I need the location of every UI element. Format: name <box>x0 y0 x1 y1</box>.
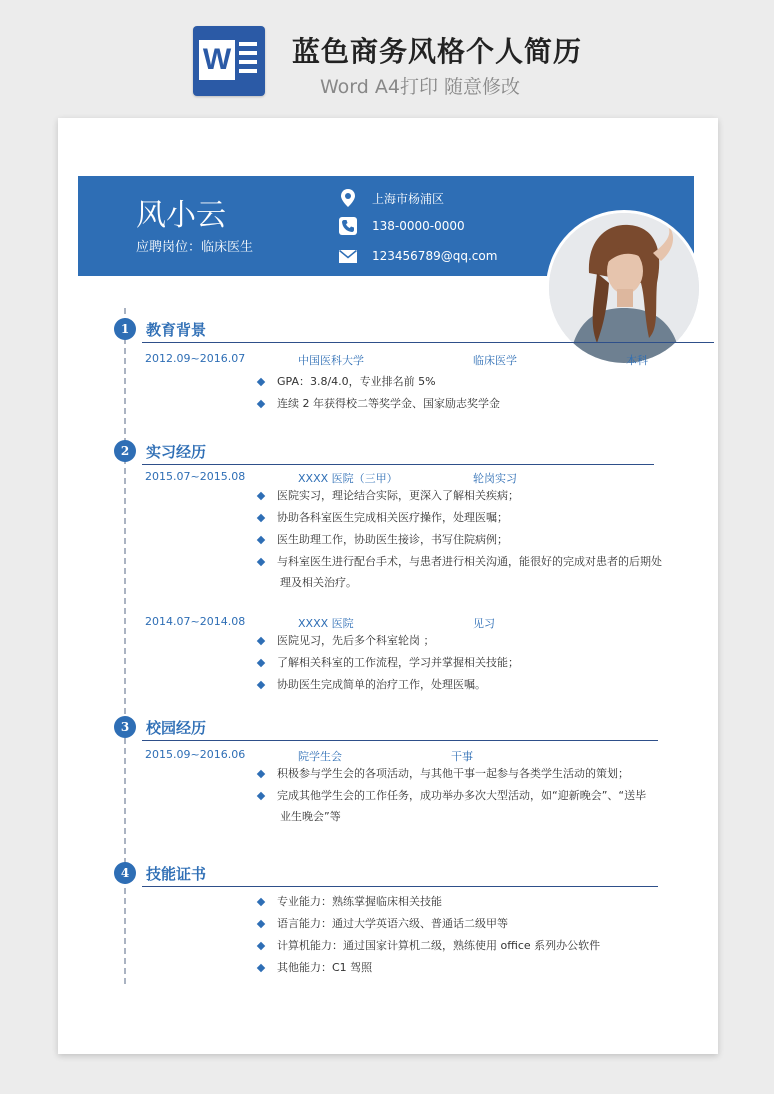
candidate-name: 风小云 <box>136 198 226 233</box>
job1-role: 轮岗实习 <box>473 472 517 485</box>
mail-icon <box>338 246 358 266</box>
section-divider <box>142 740 658 741</box>
word-letter: W <box>199 40 235 80</box>
edu-major: 临床医学 <box>473 354 517 367</box>
section-campus <box>114 716 654 740</box>
section-internship <box>114 440 654 464</box>
job-position: 应聘岗位：临床医生 <box>136 240 254 255</box>
section-title: 校园经历 <box>146 719 207 737</box>
edu-degree: 本科 <box>626 354 648 367</box>
section-number: 4 <box>114 862 136 884</box>
address-row <box>338 188 444 208</box>
edu-school: 中国医科大学 <box>298 354 364 367</box>
edu-date: 2012.09~2016.07 <box>145 352 246 365</box>
address-text: 上海市杨浦区 <box>372 191 445 206</box>
job2-org: XXXX 医院 <box>298 617 354 630</box>
phone-text: 138-0000-0000 <box>372 219 465 233</box>
job2-role: 见习 <box>473 617 495 630</box>
email-row <box>338 246 497 266</box>
campus-role: 干事 <box>451 750 473 763</box>
job1-org: XXXX 医院（三甲） <box>298 472 398 485</box>
campus-org: 院学生会 <box>298 750 342 763</box>
campus-date: 2015.09~2016.06 <box>145 748 246 761</box>
section-title: 实习经历 <box>146 443 207 461</box>
resume-header <box>78 176 694 276</box>
section-education <box>114 318 654 342</box>
section-divider <box>142 464 654 465</box>
resume-paper: 风小云 应聘岗位：临床医生 上海市杨浦区 138-0000-0000 123456789@qq.com 1 教育背景 2012.09~2016.07 中国医科大学 临床医学 本科 GPA：3.8/4.0，专业排名前 5% 连续 2 年获得校二等奖学金、国家励志奖学金 2 实习经历 2015.07~2015.08 XXXX 医院（三甲） 轮岗实习 医院实习，理论结合实际，更深入了解相关疾病； 协助各科室医生完成相关医疗操作，处理医嘱； 医生助理工作，协助医生接诊，书写住院病例； 与科室医生进行配台手术，与患者进行相关沟通，能很好的完成对患者的后期处 理及相关治疗。 2014.07~2014.08 XXXX 医院 见习 医院见习，先后多个科室轮岗 ； 了解相关科室的工作流程，学习并掌握相关技能； 协助医生完成简单的治疗工作，处理医嘱。 3 校园经历 2015.09~2016.06 院学生会 干事 积极参与学生会的各项活动，与其他干事一起参与各类学生活动的策划； 完成其他学生会的工作任务，成功举办多次大型活动，如“迎新晚会”、“送毕 业生晚会”等 4 技能证书 专业能力：熟练掌握临床相关技能 语言能力：通过大学英语六级、普通话二级甲等 计算机能力：通过国家计算机二级，熟练使用 office 系列办公软件 其他能力：C1 驾照 <box>58 118 718 1054</box>
section-title: 教育背景 <box>146 321 207 339</box>
section-divider <box>142 342 714 343</box>
section-number: 2 <box>114 440 136 462</box>
word-icon <box>193 26 265 96</box>
phone-row <box>338 216 465 236</box>
page-title: 蓝色商务风格个人简历 <box>292 35 583 68</box>
section-title: 技能证书 <box>146 865 207 883</box>
phone-icon <box>338 216 358 236</box>
email-text: 123456789@qq.com <box>372 249 498 263</box>
section-divider <box>142 886 658 887</box>
job2-date: 2014.07~2014.08 <box>145 615 246 628</box>
section-skills <box>114 862 654 886</box>
page-subtitle: Word A4打印 随意修改 <box>320 76 521 98</box>
job1-date: 2015.07~2015.08 <box>145 470 246 483</box>
section-number: 1 <box>114 318 136 340</box>
word-lines-icon <box>239 42 257 78</box>
section-number: 3 <box>114 716 136 738</box>
location-pin-icon <box>338 188 358 208</box>
